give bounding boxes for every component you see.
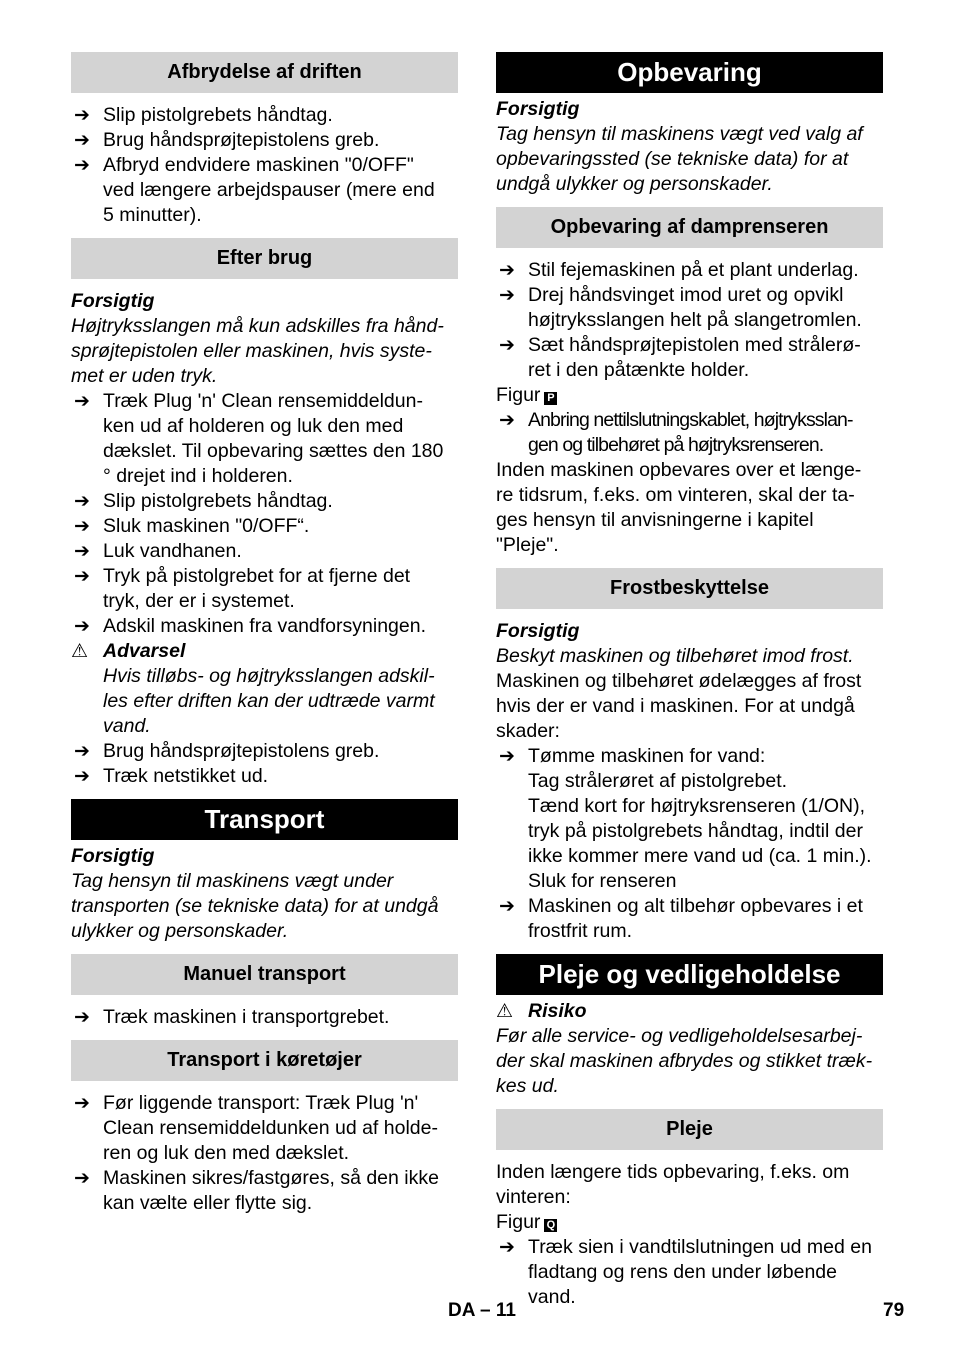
chapter-heading-pleje-vedligeholdelse: Pleje og vedligeholdelse — [496, 954, 883, 995]
right-column: Opbevaring Forsigtig Tag hensyn til maskinens vægt ved valg af opbevaringssted (se tekniske data) for at undgå ulykker og personskader. Opbevaring af damprenseren ➔ Stil fejemaskinen på et plant underlag. ➔ Drej håndsvinget imod uret og opvikl højtryksslangen helt på slangetromlen. ➔ Sæt håndsprøjtepistolen med strålerø- ret i den påtænkte holder. Figur P ➔ Anbring nettilslutningskablet, højtryksslan- gen og tilbehøret på højtryksrenseren. Inden maskinen opbevares over et længe- re tidsrum, f.eks. om vinteren, skal der ta- ges hensyn til anvisningerne i kapitel "Pleje". Frostbeskyttelse Forsigtig Beskyt maskinen og tilbehøret imod frost. Maskinen og tilbehøret ødelægges af frost hvis der er vand i maskinen. For at undgå skader: ➔ Tømme maskinen for vand: Tag strålerøret af pistolgrebet. Tænd kort for højtryksrenseren (1/ON), tryk på pistolgrebets håndtag, indtil der ikke kommer mere vand ud (ca. 1 min.). Sluk for renseren ➔ Maskinen og alt tilbehør opbevares i et frostfrit rum. Pleje og vedligeholdelse ⚠ Risiko Før alle service- og vedligeholdelsesarbej- der skal maskinen afbrydes og stikket træk- kes ud. Pleje Inden længere tids opbevaring, f.eks. om vinteren: Figur Q ➔ Træk sien i vandtilslutningen ud med en fladtang og rens den under løbende vand. — [496, 52, 883, 1310]
arrow-right-icon: ➔ — [74, 566, 90, 587]
bullet-item: ➔ Tryk på pistolgrebet for at fjerne det tryk, der er i systemet. — [74, 565, 411, 612]
bullet-item: ➔ Træk maskinen i transportgrebet. — [74, 1006, 390, 1028]
bullet-item: ➔ Anbring nettilslutningskablet, højtryksslan- gen og tilbehøret på højtryksrenseren. — [499, 409, 853, 456]
arrow-right-icon: ➔ — [74, 491, 90, 512]
arrow-right-icon: ➔ — [74, 130, 90, 151]
bullet-item: ➔ Drej håndsvinget imod uret og opvikl højtryksslangen helt på slangetromlen. — [499, 284, 862, 331]
bullet-item: ➔ Maskinen sikres/fastgøres, så den ikke kan vælte eller flytte sig. — [74, 1167, 439, 1214]
arrow-right-icon: ➔ — [74, 766, 90, 787]
bullet-item: ➔ Adskil maskinen fra vandforsyningen. — [74, 615, 426, 637]
arrow-right-icon: ➔ — [74, 105, 90, 126]
arrow-right-icon: ➔ — [74, 155, 90, 176]
caution-text: sprøjtepistolen eller maskinen, hvis syste- — [71, 340, 432, 362]
chapter-heading-opbevaring: Opbevaring — [496, 52, 883, 93]
section-heading-frostbeskyttelse: Frostbeskyttelse — [496, 568, 883, 609]
warning-label: Advarsel — [103, 640, 186, 662]
warning-block: ⚠ Advarsel Hvis tilløbs- og højtryksslangen adskil- les efter driften kan der udtræde varmt vand. — [71, 639, 458, 739]
left-column: Afbrydelse af driften ➔ Slip pistolgrebets håndtag. ➔ Brug håndsprøjtepistolens greb. ➔ Afbryd endvidere maskinen "0/OFF" ved længere arbejdspauser (mere end 5 minutter). Efter brug Forsigtig Højtryksslangen må kun adskilles fra hånd- sprøjtepistolen eller maskinen, hvis syste- met er uden tryk. ➔ Træk Plug 'n' Clean rensemiddeldun- ken ud af holderen og luk den med dækslet. Til opbevaring sættes den 180 ° drejet ind i holderen. ➔ Slip pistolgrebets håndtag. ➔ Sluk maskinen "0/OFF“. ➔ Luk vandhanen. ➔ Tryk på pistolgrebet for at fjerne det tryk, der er i systemet. ➔ Adskil maskinen fra vandforsyningen. ⚠ Advarsel Hvis tilløbs- og højtryksslangen adskil- les efter driften kan der udtræde varmt vand. ➔ Brug håndsprøjtepistolens greb. ➔ Træk netstikket ud. Transport Forsigtig Tag hensyn til maskinens vægt under transporten (se tekniske data) for at undgå ulykker og personskader. Manuel transport ➔ Træk maskinen i transportgrebet. Transport i køretøjer ➔ Før liggende transport: Træk Plug 'n' Clean rensemiddeldunken ud af holde- ren og luk den med dækslet. ➔ Maskinen sikres/fastgøres, så den ikke kan vælte eller flytte sig. — [71, 52, 458, 1216]
chapter-heading-transport: Transport — [71, 799, 458, 840]
bullet-item: ➔ Slip pistolgrebets håndtag. — [74, 104, 333, 126]
bullet-item: ➔ Afbryd endvidere maskinen "0/OFF" ved længere arbejdspauser (mere end 5 minutter). — [74, 154, 435, 226]
page-number: 79 — [883, 1300, 905, 1321]
bullet-item: ➔ Stil fejemaskinen på et plant underlag. — [499, 259, 859, 281]
section-heading-pleje: Pleje — [496, 1109, 883, 1150]
arrow-right-icon: ➔ — [499, 410, 515, 431]
arrow-right-icon: ➔ — [499, 896, 515, 917]
caution-label: Forsigtig — [71, 290, 155, 312]
bullet-item: ➔ Luk vandhanen. — [74, 540, 242, 562]
risk-block — [496, 999, 883, 1024]
section-heading-afbrydelse: Afbrydelse af driften — [71, 52, 458, 93]
warning-triangle-icon: ⚠ — [496, 1001, 514, 1022]
caution-label: Forsigtig — [71, 845, 155, 867]
figure-reference: Figur P — [496, 383, 883, 408]
warning-triangle-icon: ⚠ — [71, 641, 89, 662]
arrow-right-icon: ➔ — [74, 516, 90, 537]
caution-label: Forsigtig — [496, 620, 580, 642]
figure-reference: Figur Q — [496, 1210, 883, 1235]
section-heading-manuel-transport: Manuel transport — [71, 954, 458, 995]
bullet-item: ➔ Før liggende transport: Træk Plug 'n' Clean rensemiddeldunken ud af holde- ren og luk den med dækslet. — [74, 1092, 438, 1164]
page-label: DA – 11 — [448, 1300, 516, 1321]
risk-label: Risiko — [528, 1000, 587, 1022]
section-heading-efter-brug: Efter brug — [71, 238, 458, 279]
arrow-right-icon: ➔ — [74, 391, 90, 412]
caution-text: met er uden tryk. — [71, 365, 218, 387]
arrow-right-icon: ➔ — [499, 285, 515, 306]
arrow-right-icon: ➔ — [74, 541, 90, 562]
bullet-item: ➔ Brug håndsprøjtepistolens greb. — [74, 740, 380, 762]
arrow-right-icon: ➔ — [499, 335, 515, 356]
arrow-right-icon: ➔ — [74, 1093, 90, 1114]
bullet-item: ➔ Træk netstikket ud. — [74, 765, 269, 787]
arrow-right-icon: ➔ — [499, 260, 515, 281]
caution-text: Højtryksslangen må kun adskilles fra hånd- — [71, 315, 444, 337]
section-heading-opbevaring-damprenseren: Opbevaring af damprenseren — [496, 207, 883, 248]
bullet-item: ➔ Sæt håndsprøjtepistolen med strålerø- ret i den påtænkte holder. — [499, 334, 861, 381]
bullet-item: ➔ Brug håndsprøjtepistolens greb. — [74, 129, 380, 151]
bullet-item: ➔ Træk Plug 'n' Clean rensemiddeldun- ken ud af holderen og luk den med dækslet. Til opbevaring sættes den 180 ° drejet ind i holderen. — [74, 390, 444, 487]
caution-label: Forsigtig — [496, 98, 580, 120]
figure-letter-badge: P — [544, 392, 557, 405]
bullet-item: ➔ Maskinen og alt tilbehør opbevares i et frostfrit rum. — [499, 895, 863, 942]
bullet-item: ➔ Træk sien i vandtilslutningen ud med en fladtang og rens den under løbende vand. — [499, 1236, 872, 1308]
arrow-right-icon: ➔ — [74, 1168, 90, 1189]
arrow-right-icon: ➔ — [74, 1007, 90, 1028]
arrow-right-icon: ➔ — [74, 616, 90, 637]
bullet-item: ➔ Slip pistolgrebets håndtag. — [74, 490, 333, 512]
figure-letter-badge: Q — [544, 1219, 557, 1232]
arrow-right-icon: ➔ — [499, 746, 515, 767]
section-heading-transport-koretojer: Transport i køretøjer — [71, 1040, 458, 1081]
arrow-right-icon: ➔ — [499, 1237, 515, 1258]
bullet-item: ➔ Sluk maskinen "0/OFF“. — [74, 515, 310, 537]
arrow-right-icon: ➔ — [74, 741, 90, 762]
bullet-item: ➔ Tømme maskinen for vand: Tag strålerøret af pistolgrebet. Tænd kort for højtryksrenseren (1/ON), tryk på pistolgrebets håndtag, indtil der ikke kommer mere vand ud (ca. 1 min.). Sluk for renseren — [499, 745, 872, 892]
